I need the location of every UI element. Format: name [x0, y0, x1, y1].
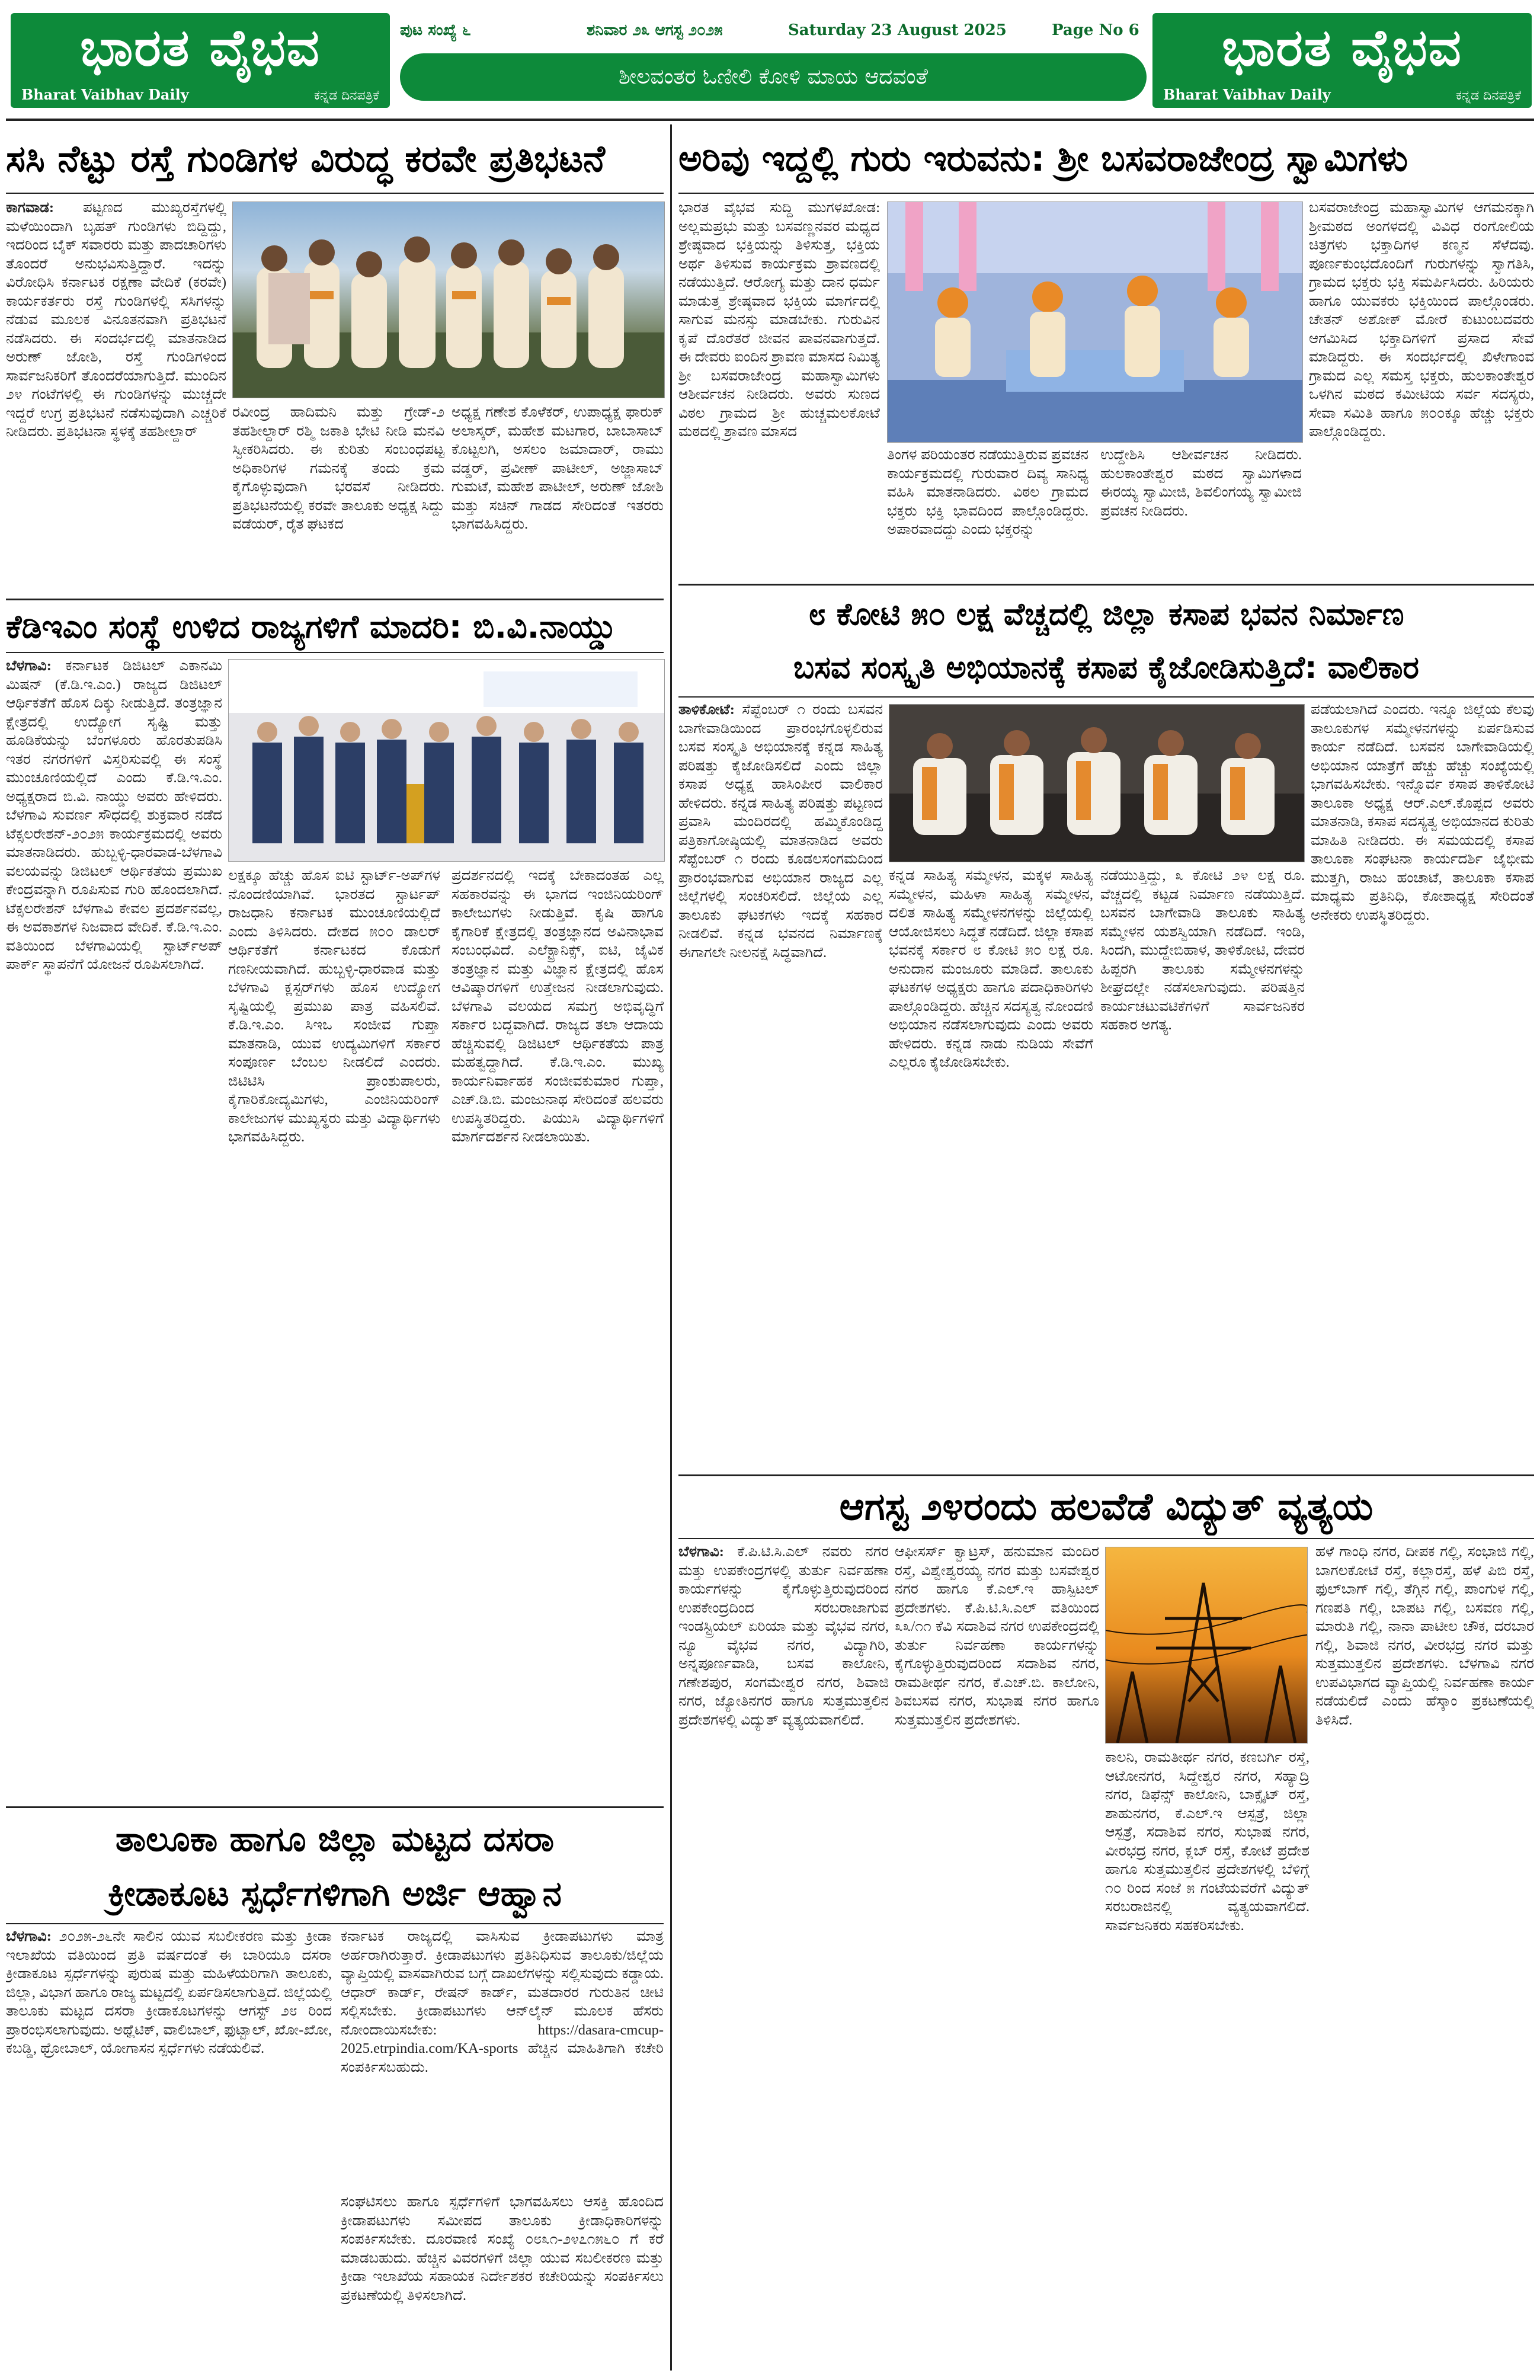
headline-divider [6, 1923, 664, 1924]
logo-english: Bharat Vaibhav Daily [21, 86, 189, 103]
article-body [341, 1927, 664, 2188]
article-body [452, 403, 664, 596]
logo-subtitle: ಕನ್ನಡ ದಿನಪತ್ರಿಕೆ [313, 88, 379, 103]
masthead-divider [6, 119, 1534, 121]
article-text: ಕಾಲನಿ, ರಾಮತೀರ್ಥ ನಗರ, ಕಣಬರ್ಗಿ ರಸ್ತೆ, ಆಟೋನಗರ, ಸಿದ್ದೇಶ್ವರ ನಗರ, ಸಹ್ಯಾದ್ರಿ ನಗರ, ಡಿಫೆನ್ಸ್ ಕಾಲೋನಿ, ಬಾಕ್ಸೈಟ್ ರಸ್ತೆ, ಶಾಹುನಗರ, ಕೆ.ಎಲ್.ಇ ಆಸ್ಪತ್ರೆ, ಜಿಲ್ಲಾ ಆಸ್ಪತ್ರೆ, ಸದಾಶಿವ ನಗರ, ಸುಭಾಷ ನಗರ, ವೀರಭದ್ರ ನಗರ, ಕ್ಲಬ್ ರಸ್ತೆ, ಕೋಟೆ ಪ್ರದೇಶ ಹಾಗೂ ಸುತ್ತಮುತ್ತಲಿನ ಪ್ರದೇಶಗಳಲ್ಲಿ ಬೆಳಿಗ್ಗೆ ೧೦ ರಿಂದ ಸಂಜೆ ೫ ಗಂಟೆಯವರೆಗೆ ವಿದ್ಯುತ್ ಸರಬರಾಜಿನಲ್ಲಿ ವ್ಯತ್ಯಯವಾಗಲಿದೆ. ಸಾರ್ವಜನಿಕರು ಸಹಕರಿಸಬೇಕು. [1105, 1749, 1310, 1934]
article-headline: ಆಗಸ್ಟ ೨೪ರಂದು ಹಲವೆಡೆ ವಿದ್ಯುತ್ ವ್ಯತ್ಯಯ [839, 1485, 1373, 1529]
issue-date-kannada: ಶನಿವಾರ ೨೩ ಆಗಸ್ಟ ೨೦೨೫ [587, 21, 723, 39]
headline-divider [678, 696, 1534, 698]
issue-info-row [391, 18, 1150, 47]
article-headline: ತಾಲೂಕಾ ಹಾಗೂ ಜಿಲ್ಲಾ ಮಟ್ಟದ ದಸರಾ [115, 1819, 555, 1859]
article-body [6, 1927, 332, 2372]
logo-english: Bharat Vaibhav Daily [1163, 86, 1331, 103]
article-body [678, 199, 880, 581]
article-text: ಬಸವರಾಜೇಂದ್ರ ಮಹಾಸ್ವಾಮಿಗಳ ಆಗಮನಕ್ಕಾಗಿ ಶ್ರೀಮಠದ ಅಂಗಳದಲ್ಲಿ ವಿವಿಧ ರಂಗೋಲಿಯ ಚಿತ್ರಗಳು ಭಕ್ತಾದಿಗಳ ಕಣ್ಮನ ಸೆಳೆದವು. ಪೂರ್ಣಕುಂಭದೊಂದಿಗೆ ಗುರುಗಳನ್ನು ಸ್ವಾಗತಿಸಿ, ಗ್ರಾಮದ ಭಕ್ತರು ಭಕ್ತಿ ಸಮರ್ಪಿಸಿದರು. ಹಿರಿಯರು ಹಾಗೂ ಯುವಕರು ಭಕ್ತಿಯಿಂದ ಪಾಲ್ಗೊಂಡರು. ಚೇತನ್ ಅಶೋಕ್ ಮೋರೆ ಕುಟುಂಬದವರು ಆಗಮಿಸಿದ ಭಕ್ತಾದಿಗಳಿಗೆ ಪ್ರಸಾದ ಸೇವೆ ಮಾಡಿದ್ದರು. ಈ ಸಂದರ್ಭದಲ್ಲಿ ಖಿಳೇಗಾಂವ ಗ್ರಾಮದ ಎಲ್ಲ ಸಮಸ್ತ ಭಕ್ತರು, ಹುಲಕಾಂತೇಶ್ವರ ಒಳಗಿನ ಮಠದ ಕಮೀಟಿಯ ಸರ್ವ ಸದಸ್ಯರು, ಸೇವಾ ಸಮಿತಿ ಹಾಗೂ ೫೦೦ಕ್ಕೂ ಹೆಚ್ಚು ಭಕ್ತರು ಪಾಲ್ಗೊಂಡಿದ್ದರು. [1309, 200, 1534, 440]
issue-number: ಪುಟ ಸಂಖ್ಯೆ ೬ [400, 21, 471, 39]
techceleration-event-photo [228, 659, 665, 862]
headline-divider [6, 193, 664, 194]
logo-subtitle: ಕನ್ನಡ ದಿನಪತ್ರಿಕೆ [1455, 88, 1521, 103]
article-divider [6, 599, 664, 600]
masthead [0, 0, 1540, 113]
article-text: ಪ್ರದರ್ಶನದಲ್ಲಿ ಇದಕ್ಕೆ ಬೇಕಾದಂತಹ ಎಲ್ಲ ಸಹಕಾರವನ್ನು ಈ ಭಾಗದ ಇಂಜಿನಿಯರಿಂಗ್ ಕಾಲೇಜುಗಳು ನೀಡುತ್ತಿವೆ. ಕೃಷಿ ಹಾಗೂ ಕೈಗಾರಿಕೆ ಕ್ಷೇತ್ರದಲ್ಲಿ ತಂತ್ರಜ್ಞಾನದ ಅವಿನಾಭಾವ ಸಂಬಂಧವಿದೆ. ಎಲೆಕ್ಟ್ರಾನಿಕ್ಸ್, ಐಟಿ, ಜೈವಿಕ ತಂತ್ರಜ್ಞಾನ ಮತ್ತು ವಿಜ್ಞಾನ ಕ್ಷೇತ್ರದಲ್ಲಿ ಹೊಸ ಆವಿಷ್ಕಾರಗಳಿಗೆ ಉತ್ತೇಜನ ನೀಡಲಾಗುವುದು. ಬೆಳಗಾವಿ ವಲಯದ ಸಮಗ್ರ ಅಭಿವೃದ್ಧಿಗೆ ಸರ್ಕಾರ ಬದ್ಧವಾಗಿದೆ. ರಾಜ್ಯದ ತಲಾ ಆದಾಯ ಹೆಚ್ಚಿಸುವಲ್ಲಿ ಡಿಜಿಟಲ್ ಆರ್ಥಿಕತೆಯ ಪಾತ್ರ ಮಹತ್ವದ್ದಾಗಿದೆ. ಕೆ.ಡಿ.ಇ.ಎಂ. ಮುಖ್ಯ ಕಾರ್ಯನಿರ್ವಾಹಕ ಸಂಜೀವಕುಮಾರ ಗುಪ್ತಾ, ಎಚ್.ಡಿ.ಬಿ. ಮಂಜುನಾಥ ಸೇರಿದಂತೆ ಹಲವರು ಉಪಸ್ಥಿತರಿದ್ದರು. ಪಿಯುಸಿ ವಿದ್ಯಾರ್ಥಿಗಳಿಗೆ ಮಾರ್ಗದರ್ಶನ ನೀಡಲಾಯಿತು. [452, 868, 664, 1145]
article-headline: ಸಸಿ ನೆಟ್ಟು ರಸ್ತೆ ಗುಂಡಿಗಳ ವಿರುದ್ಧ ಕರವೇ ಪ್ರತಿಭಟನೆ [6, 137, 605, 180]
article-body [889, 866, 1093, 1471]
page-number: Page No 6 [1052, 21, 1139, 39]
press-meet-photo-illustration [889, 705, 1304, 862]
article-divider [678, 1474, 1534, 1476]
article-text: ಕರ್ನಾಟಕ ರಾಜ್ಯದಲ್ಲಿ ವಾಸಿಸುವ ಕ್ರೀಡಾಪಟುಗಳು ಮಾತ್ರ ಅರ್ಹರಾಗಿರುತ್ತಾರೆ. ಕ್ರೀಡಾಪಟುಗಳು ಪ್ರತಿನಿಧಿಸುವ ತಾಲೂಕು/ಜಿಲ್ಲೆಯ ವ್ಯಾಪ್ತಿಯಲ್ಲಿ ವಾಸವಾಗಿರುವ ಬಗ್ಗೆ ದಾಖಲೆಗಳನ್ನು ಸಲ್ಲಿಸುವುದು ಕಡ್ಡಾಯ. ಆಧಾರ್ ಕಾರ್ಡ್, ರೇಷನ್ ಕಾರ್ಡ್, ಮತದಾರರ ಗುರುತಿನ ಚೀಟಿ ಸಲ್ಲಿಸಬೇಕು. ಕ್ರೀಡಾಪಟುಗಳು ಆನ್‌ಲೈನ್ ಮೂಲಕ ಹೆಸರು ನೋಂದಾಯಿಸಬೇಕು: https://dasara-cmcup-2025.etrpindia.com/KA-sports ಹೆಚ್ಚಿನ ಮಾಹಿತಿಗಾಗಿ ಕಚೇರಿ ಸಂಪರ್ಕಿಸಬಹುದು. [341, 1928, 664, 2075]
headline-divider [6, 652, 664, 653]
article-text: ಹಳೆ ಗಾಂಧಿ ನಗರ, ದೀಪಕ ಗಲ್ಲಿ, ಸಂಭಾಜಿ ಗಲ್ಲಿ, ಬಾಗಲಕೋಟೆ ರಸ್ತೆ, ಕಲ್ಲಾರಸ್ತೆ, ಹಳೆ ಪಿಬಿ ರಸ್ತೆ, ಫುಲ್‌ಬಾಗ್ ಗಲ್ಲಿ, ತೆಗ್ಗಿನ ಗಲ್ಲಿ, ಪಾಂಗುಳ ಗಲ್ಲಿ, ಗಣಪತಿ ಗಲ್ಲಿ, ಬಾಪಟ ಗಲ್ಲಿ, ಬಸವಣ ಗಲ್ಲಿ, ಮಾರುತಿ ಗಲ್ಲಿ, ನಾನಾ ಪಾಟೀಲ ಚೌಕ, ದರಬಾರ ಗಲ್ಲಿ, ಶಿವಾಜಿ ನಗರ, ವೀರಭದ್ರ ನಗರ ಮತ್ತು ಸುತ್ತಮುತ್ತಲಿನ ಪ್ರದೇಶಗಳು. ಬೆಳಗಾವಿ ನಗರ ಉಪವಿಭಾಗದ ವ್ಯಾಪ್ತಿಯಲ್ಲಿ ನಿರ್ವಹಣಾ ಕಾರ್ಯ ನಡೆಯಲಿದೆ ಎಂದು ಹೆಸ್ಕಾಂ ಪ್ರಕಟಣೆಯಲ್ಲಿ ತಿಳಿಸಿದೆ. [1315, 1544, 1534, 1728]
dateline: ತಾಳಿಕೋಟೆ: [678, 702, 735, 718]
article-text: ರವೀಂದ್ರ ಹಾದಿಮನಿ ಮತ್ತು ಗ್ರೇಡ್-೨ ತಹಶೀಲ್ದಾರ್ ರಶ್ಮಿ ಜಕಾತಿ ಭೇಟಿ ನೀಡಿ ಮನವಿ ಸ್ವೀಕರಿಸಿದರು. ಈ ಕುರಿತು ಸಂಬಂಧಪಟ್ಟ ಅಧಿಕಾರಿಗಳ ಗಮನಕ್ಕೆ ತಂದು ಕ್ರಮ ಕೈಗೊಳ್ಳುವುದಾಗಿ ಭರವಸೆ ನೀಡಿದರು. ಪ್ರತಿಭಟನೆಯಲ್ಲಿ ಕರವೇ ತಾಲೂಕು ಅಧ್ಯಕ್ಷ ಸಿದ್ದು ವಡೆಯರ್, ರೈತ ಘಟಕದ [232, 404, 444, 532]
article-text: ಲಕ್ಷಕ್ಕೂ ಹೆಚ್ಚು ಹೊಸ ಐಟಿ ಸ್ಟಾರ್ಟ್-ಅಪ್‌ಗಳ ನೊಂದಣಿಯಾಗಿವೆ. ಭಾರತದ ಸ್ಟಾರ್ಟಪ್ ರಾಜಧಾನಿ ಕರ್ನಾಟಕ ಮುಂಚೂಣಿಯಲ್ಲಿದೆ ಎಂದು ತಿಳಿಸಿದರು. ದೇಶದ ೫೦೦ ಡಾಲರ್ ಆರ್ಥಿಕತೆಗೆ ಕರ್ನಾಟಕದ ಕೊಡುಗೆ ಗಣನೀಯವಾಗಿದೆ. ಹುಬ್ಬಳ್ಳಿ-ಧಾರವಾಡ ಮತ್ತು ಬೆಳಗಾವಿ ಕ್ಲಸ್ಟರ್‌ಗಳು ಹೊಸ ಉದ್ಯೋಗ ಸೃಷ್ಟಿಯಲ್ಲಿ ಪ್ರಮುಖ ಪಾತ್ರ ವಹಿಸಲಿವೆ. ಕೆ.ಡಿ.ಇ.ಎಂ. ಸಿಇಒ ಸಂಜೀವ ಗುಪ್ತಾ ಮಾತನಾಡಿ, ಯುವ ಉದ್ಯಮಿಗಳಿಗೆ ಸರ್ಕಾರ ಸಂಪೂರ್ಣ ಬೆಂಬಲ ನೀಡಲಿದೆ ಎಂದರು. ಜಿಟಿಟಿಸಿ ಪ್ರಾಂಶುಪಾಲರು, ಕೈಗಾರಿಕೋದ್ಯಮಿಗಳು, ಎಂಜಿನಿಯರಿಂಗ್ ಕಾಲೇಜುಗಳ ಮುಖ್ಯಸ್ಥರು ಮತ್ತು ವಿದ್ಯಾರ್ಥಿಗಳು ಭಾಗವಹಿಸಿದ್ದರು. [228, 868, 440, 1145]
pravachana-photo-illustration [888, 202, 1302, 442]
power-tower-photo [1105, 1547, 1308, 1744]
article-text: ಕನ್ನಡ ಸಾಹಿತ್ಯ ಸಮ್ಮೇಳನ, ಮಕ್ಕಳ ಸಾಹಿತ್ಯ ಸಮ್ಮೇಳನ, ಮಹಿಳಾ ಸಾಹಿತ್ಯ ಸಮ್ಮೇಳನ, ದಲಿತ ಸಾಹಿತ್ಯ ಸಮ್ಮೇಳನಗಳನ್ನು ಜಿಲ್ಲೆಯಲ್ಲಿ ಆಯೋಜಿಸಲು ಸಿದ್ಧತೆ ನಡೆದಿದೆ. ಜಿಲ್ಲಾ ಕಸಾಪ ಭವನಕ್ಕೆ ಸರ್ಕಾರ ೮ ಕೋಟಿ ೫೦ ಲಕ್ಷ ರೂ. ಅನುದಾನ ಮಂಜೂರು ಮಾಡಿದೆ. ತಾಲೂಕು ಘಟಕಗಳ ಅಧ್ಯಕ್ಷರು ಹಾಗೂ ಪದಾಧಿಕಾರಿಗಳು ಪಾಲ್ಗೊಂಡಿದ್ದರು. ಹೆಚ್ಚಿನ ಸದಸ್ಯತ್ವ ನೋಂದಣಿ ಅಭಿಯಾನ ನಡೆಸಲಾಗುವುದು ಎಂದು ಅವರು ಹೇಳಿದರು. ಕನ್ನಡ ನಾಡು ನುಡಿಯ ಸೇವೆಗೆ ಎಲ್ಲರೂ ಕೈಜೋಡಿಸಬೇಕು. [889, 868, 1093, 1070]
article-text: ಅಧ್ಯಕ್ಷ ಗಣೇಶ ಕೊಳೆಕರ್, ಉಪಾಧ್ಯಕ್ಷ ಫಾರುಕ್ ಅಲಾಸ್ಕರ್, ಮಹೇಶ ಮಟಗಾರ, ಬಾಬಾಸಾಬ್ ಕೊಟ್ಟಲಗಿ, ಅಸಲಂ ಜಮಾದಾರ್, ರಾಮು ವಡ್ಡರ್, ಪ್ರವೀಣ್ ಪಾಟೀಲ್, ಅಜ್ಜಾಸಾಬ್ ಗುಮಟೆ, ಮಹೇಶ ಪಾಟೀಲ್, ಅರುಣ್ ಜೋಶಿ ಮತ್ತು ಸಚಿನ್ ಗಾಡದ ಸೇರಿದಂತೆ ಇತರರು ಭಾಗವಹಿಸಿದ್ದರು. [452, 404, 664, 532]
dateline: ಬೆಳಗಾವಿ: [6, 1928, 52, 1944]
article-text: ೨೦೨೫-೨೬ನೇ ಸಾಲಿನ ಯುವ ಸಬಲೀಕರಣ ಮತ್ತು ಕ್ರೀಡಾ ಇಲಾಖೆಯ ವತಿಯಿಂದ ಪ್ರತಿ ವರ್ಷದಂತೆ ಈ ಬಾರಿಯೂ ದಸರಾ ಕ್ರೀಡಾಕೂಟ ಸ್ಪರ್ಧೆಗಳನ್ನು ಪುರುಷ ಮತ್ತು ಮಹಿಳೆಯರಿಗಾಗಿ ತಾಲೂಕು, ಜಿಲ್ಲಾ, ವಿಭಾಗ ಹಾಗೂ ರಾಜ್ಯ ಮಟ್ಟದಲ್ಲಿ ಏರ್ಪಡಿಸಲಾಗುತ್ತಿದೆ. ಜಿಲ್ಲೆಯಲ್ಲಿ ತಾಲೂಕು ಮಟ್ಟದ ದಸರಾ ಕ್ರೀಡಾಕೂಟಗಳನ್ನು ಆಗಸ್ಟ್ ೨೮ ರಿಂದ ಪ್ರಾರಂಭಿಸಲಾಗುವುದು. ಅಥ್ಲೆಟಿಕ್, ವಾಲಿಬಾಲ್, ಫುಟ್ಬಾಲ್, ಖೋ-ಖೋ, ಕಬಡ್ಡಿ, ಥ್ರೋಬಾಲ್, ಯೋಗಾಸನ ಸ್ಪರ್ಧೆಗಳು ನಡೆಯಲಿವೆ. [6, 1928, 332, 2056]
article-body [452, 866, 664, 1803]
protest-photo [232, 201, 665, 398]
tagline-banner: ಶೀಲವಂತರ ಓಣೀಲಿ ಕೋಳಿ ಮಾಯ ಆದವಂತೆ [400, 53, 1147, 101]
article-text: ಕೆ.ಪಿ.ಟಿ.ಸಿ.ಎಲ್ ನವರು ನಗರ ಮತ್ತು ಉಪಕೇಂದ್ರಗಳಲ್ಲಿ ತುರ್ತು ನಿರ್ವಹಣಾ ಕಾರ್ಯಗಳನ್ನು ಕೈಗೊಳ್ಳುತ್ತಿರುವುದರಿಂದ ಉಪಕೇಂದ್ರದಿಂದ ಸರಬರಾಜಾಗುವ ಇಂಡಸ್ಟ್ರಿಯಲ್ ಏರಿಯಾ ಮತ್ತು ವೈಭವ ನಗರ, ನ್ಯೂ ವೈಭವ ನಗರ, ವಿದ್ಯಾಗಿರಿ, ಅನ್ನಪೂರ್ಣವಾಡಿ, ಬಸವ ಕಾಲೋನಿ, ಗಣೇಶಪುರ, ಸಂಗಮೇಶ್ವರ ನಗರ, ಶಿವಾಜಿ ನಗರ, ಜ್ಯೋತಿನಗರ ಹಾಗೂ ಸುತ್ತಮುತ್ತಲಿನ ಪ್ರದೇಶಗಳಲ್ಲಿ ವಿದ್ಯುತ್ ವ್ಯತ್ಯಯವಾಗಲಿದೆ. [678, 1544, 889, 1728]
headline-divider [678, 1538, 1534, 1539]
article-text: ಪಡೆಯಲಾಗಿದೆ ಎಂದರು. ಇನ್ನೂ ಜಿಲ್ಲೆಯ ಕೆಲವು ತಾಲೂಕುಗಳ ಸಮ್ಮೇಳನಗಳನ್ನು ಏರ್ಪಡಿಸುವ ಕಾರ್ಯ ನಡೆದಿದೆ. ಬಸವನ ಬಾಗೇವಾಡಿಯಲ್ಲಿ ಅಭಿಯಾನ ಯಾತ್ರೆಗೆ ಹೆಚ್ಚು ಹೆಚ್ಚು ಸಂಖ್ಯೆಯಲ್ಲಿ ಭಾಗವಹಿಸಬೇಕು. ಇನ್ನೊರ್ವ ಕಸಾಪ ತಾಳಿಕೋಟಿ ತಾಲೂಕಾ ಅಧ್ಯಕ್ಷ ಆರ್.ಎಲ್.ಕೊಪ್ಪದ ಅವರು ಮಾತನಾಡಿ, ಕಸಾಪ ಸದಸ್ಯತ್ವ ಅಭಿಯಾನದ ಕುರಿತು ಮಾಹಿತಿ ನೀಡಿದರು. ಈ ಸಮಯದಲ್ಲಿ ಕಸಾಪ ತಾಲೂಕಾ ಸಂಘಟನಾ ಕಾರ್ಯದರ್ಶಿ ಜೈಭೀಮ ಮುತ್ತಗಿ, ರಾಜು ಹಂಚಾಟೆ, ತಾಲೂಕಾ ಕಸಾಪ ಮಾಧ್ಯಮ ಪ್ರತಿನಿಧಿ, ಕೋಶಾಧ್ಯಕ್ಷ ಸೇರಿದಂತೆ ಅನೇಕರು ಉಪಸ್ಥಿತರಿದ್ದರು. [1311, 702, 1534, 923]
article-text: ಆಫೀಸರ್ಸ್ ಕ್ವಾಟ್ರಸ್, ಹನುಮಾನ ಮಂದಿರ ರಸ್ತೆ, ವಿಶ್ವೇಶ್ವರಯ್ಯ ನಗರ ಮತ್ತು ಬಸವೇಶ್ವರ ನಗರ ಹಾಗೂ ಕೆ.ಎಲ್.ಇ ಹಾಸ್ಪಿಟಲ್ ಪ್ರದೇಶಗಳು. ಕೆ.ಪಿ.ಟಿ.ಸಿ.ಎಲ್ ವತಿಯಿಂದ ೩೩/೧೧ ಕೆವಿ ಸದಾಶಿವ ನಗರ ಉಪಕೇಂದ್ರದಲ್ಲಿ ತುರ್ತು ನಿರ್ವಹಣಾ ಕಾರ್ಯಗಳನ್ನು ಕೈಗೊಳ್ಳುತ್ತಿರುವುದರಿಂದ ಸದಾಶಿವ ನಗರ, ರಾಮತೀರ್ಥ ನಗರ, ಕೆ.ಎಚ್.ಬಿ. ಕಾಲೋನಿ, ಶಿವಬಸವ ನಗರ, ಸುಭಾಷ ನಗರ ಹಾಗೂ ಸುತ್ತಮುತ್ತಲಿನ ಪ್ರದೇಶಗಳು. [895, 1544, 1099, 1728]
article-body [887, 446, 1088, 581]
issue-date-english: Saturday 23 August 2025 [788, 21, 1007, 39]
article-headline: ಅರಿವು ಇದ್ದಲ್ಲಿ ಗುರು ಇರುವನು: ಶ್ರೀ ಬಸವರಾಜೇಂದ್ರ ಸ್ವಾಮಿಗಳು [678, 138, 1408, 180]
article-text: ತಿಂಗಳ ಪರಿಯಂತರ ನಡೆಯುತ್ತಿರುವ ಪ್ರವಚನ ಕಾರ್ಯಕ್ರಮದಲ್ಲಿ ಗುರುವಾರ ದಿವ್ಯ ಸಾನಿಧ್ಯ ವಹಿಸಿ ಮಾತನಾಡಿದರು. ವಿಠಲ ಗ್ರಾಮದ ಭಕ್ತರು ಭಕ್ತಿ ಭಾವದಿಂದ ಪಾಲ್ಗೊಂಡಿದ್ದರು. ಅಪಾರವಾದದ್ದು ಎಂದು ಭಕ್ತರನ್ನು [887, 447, 1088, 538]
article-headline: ೮ ಕೋಟಿ ೫೦ ಲಕ್ಷ ವೆಚ್ಚದಲ್ಲಿ ಜಿಲ್ಲಾ ಕಸಾಪ ಭವನ ನಿರ್ಮಾಣ [808, 597, 1404, 632]
article-body [1100, 446, 1302, 581]
swamiji-pravachana-photo [887, 201, 1303, 443]
logo-title: ಭಾರತ ವೈಭವ [80, 18, 321, 78]
masthead-logo-right [1152, 13, 1532, 108]
power-tower-illustration [1106, 1547, 1307, 1743]
article-text: ಸಂಘಟಿಸಲು ಹಾಗೂ ಸ್ಪರ್ಧೆಗಳಿಗೆ ಭಾಗವಹಿಸಲು ಆಸಕ್ತಿ ಹೊಂದಿದ ಕ್ರೀಡಾಪಟುಗಳು ಸಮೀಪದ ತಾಲೂಕು ಕ್ರೀಡಾಧಿಕಾರಿಗಳನ್ನು ಸಂಪರ್ಕಿಸಬೇಕು. ದೂರವಾಣಿ ಸಂಖ್ಯೆ ೦೮೩೧-೨೪೭೧೫೬೦ ಗೆ ಕರೆ ಮಾಡಬಹುದು. ಹೆಚ್ಚಿನ ವಿವರಗಳಿಗೆ ಜಿಲ್ಲಾ ಯುವ ಸಬಲೀಕರಣ ಮತ್ತು ಕ್ರೀಡಾ ಇಲಾಖೆಯ ಸಹಾಯಕ ನಿರ್ದೇಶಕರ ಕಚೇರಿಯನ್ನು ಸಂಪರ್ಕಿಸಲು ಪ್ರಕಟಣೆಯಲ್ಲಿ ತಿಳಿಸಲಾಗಿದೆ. [341, 2194, 664, 2304]
article-text: ಉದ್ದೇಶಿಸಿ ಆಶೀರ್ವಚನ ನೀಡಿದರು. ಹುಲಕಾಂತೇಶ್ವರ ಮಠದ ಸ್ವಾಮಿಗಳಾದ ಈರಯ್ಯ ಸ್ವಾಮೀಜಿ, ಶಿವಲಿಂಗಯ್ಯ ಸ್ವಾಮೀಜಿ ಪ್ರವಚನ ನೀಡಿದರು. [1100, 447, 1302, 519]
dateline: ಕಾಗವಾಡ: [6, 200, 55, 216]
article-body [1309, 199, 1534, 581]
event-photo-illustration [229, 660, 664, 861]
protest-photo-illustration [233, 202, 664, 398]
article-divider [678, 584, 1534, 586]
article-text: ನಡೆಯುತ್ತಿದ್ದು, ೩ ಕೋಟಿ ೨೪ ಲಕ್ಷ ರೂ. ವೆಚ್ಚದಲ್ಲಿ ಕಟ್ಟಡ ನಿರ್ಮಾಣ ನಡೆಯುತ್ತಿದೆ. ಬಸವನ ಬಾಗೇವಾಡಿ ತಾಲೂಕು ಸಾಹಿತ್ಯ ಸಮ್ಮೇಳನ ಯಶಸ್ವಿಯಾಗಿ ನಡೆದಿದೆ. ಇಂಡಿ, ಸಿಂದಗಿ, ಮುದ್ದೇಬಿಹಾಳ, ತಾಳಿಕೋಟಿ, ದೇವರ ಹಿಪ್ಪರಗಿ ತಾಲೂಕು ಸಮ್ಮೇಳನಗಳನ್ನು ಶೀಘ್ರದಲ್ಲೇ ನಡೆಸಲಾಗುವುದು. ಪರಿಷತ್ತಿನ ಕಾರ್ಯಚಟುವಟಿಕೆಗಳಿಗೆ ಸಾರ್ವಜನಿಕರ ಸಹಕಾರ ಅಗತ್ಯ. [1100, 868, 1305, 1033]
article-body [1311, 700, 1534, 1471]
article-body [6, 199, 226, 596]
article-text: ಸೆಪ್ಟೆಂಬರ್ ೧ ರಂದು ಬಸವನ ಬಾಗೇವಾಡಿಯಿಂದ ಪ್ರಾರಂಭಗೊಳ್ಳಲಿರುವ ಬಸವ ಸಂಸ್ಕೃತಿ ಅಭಿಯಾನಕ್ಕೆ ಕನ್ನಡ ಸಾಹಿತ್ಯ ಪರಿಷತ್ತು ಕೈಜೋಡಿಸಲಿದೆ ಎಂದು ಜಿಲ್ಲಾ ಕಸಾಪ ಅಧ್ಯಕ್ಷ ಹಾಸಿಂಪೀರ ವಾಲಿಕಾರ ಹೇಳಿದರು. ಕನ್ನಡ ಸಾಹಿತ್ಯ ಪರಿಷತ್ತು ಪಟ್ಟಣದ ಪ್ರವಾಸಿ ಮಂದಿರದಲ್ಲಿ ಹಮ್ಮಿಕೊಂಡಿದ್ದ ಪತ್ರಿಕಾಗೋಷ್ಠಿಯಲ್ಲಿ ಮಾತನಾಡಿದ ಅವರು ಸೆಪ್ಟೆಂಬರ್ ೧ ರಂದು ಕೂಡಲಸಂಗಮದಿಂದ ಪ್ರಾರಂಭವಾಗುವ ಅಭಿಯಾನ ರಾಜ್ಯದ ಎಲ್ಲ ಜಿಲ್ಲೆಗಳಲ್ಲಿ ಸಂಚರಿಸಲಿದೆ. ಜಿಲ್ಲೆಯ ಎಲ್ಲ ತಾಲೂಕು ಘಟಕಗಳು ಇದಕ್ಕೆ ಸಹಕಾರ ನೀಡಲಿವೆ. ಕನ್ನಡ ಭವನದ ನಿರ್ಮಾಣಕ್ಕೆ ಈಗಾಗಲೇ ನೀಲನಕ್ಷೆ ಸಿದ್ಧವಾಗಿದೆ. [678, 702, 883, 961]
article-body [228, 866, 440, 1803]
article-body [6, 657, 222, 1803]
article-subheadline: ಬಸವ ಸಂಸ್ಕೃತಿ ಅಭಿಯಾನಕ್ಕೆ ಕಸಾಪ ಕೈಜೋಡಿಸುತ್ತಿದೆ: ವಾಲಿಕಾರ [793, 650, 1419, 686]
article-body [232, 403, 444, 596]
headline-divider [678, 193, 1534, 194]
article-body [341, 2193, 664, 2371]
article-text: ಕರ್ನಾಟಕ ಡಿಜಿಟಲ್ ಎಕಾನಮಿ ಮಿಷನ್ (ಕೆ.ಡಿ.ಇ.ಎಂ.) ರಾಜ್ಯದ ಡಿಜಿಟಲ್ ಆರ್ಥಿಕತೆಗೆ ಹೊಸ ದಿಕ್ಕು ನೀಡುತ್ತಿದೆ. ತಂತ್ರಜ್ಞಾನ ಕ್ಷೇತ್ರದಲ್ಲಿ ಉದ್ಯೋಗ ಸೃಷ್ಟಿ ಮತ್ತು ಹೂಡಿಕೆಯನ್ನು ಬೆಂಗಳೂರು ಹೊರತುಪಡಿಸಿ ಇತರ ನಗರಗಳಿಗೆ ವಿಸ್ತರಿಸುವಲ್ಲಿ ಈ ಸಂಸ್ಥೆ ಮುಂಚೂಣಿಯಲ್ಲಿದೆ ಎಂದು ಕೆ.ಡಿ.ಇ.ಎಂ. ಅಧ್ಯಕ್ಷರಾದ ಬಿ.ವಿ. ನಾಯ್ಡು ಅವರು ಹೇಳಿದರು. ಬೆಳಗಾವಿ ಸುವರ್ಣ ಸೌಧದಲ್ಲಿ ಶುಕ್ರವಾರ ನಡೆದ ಟೆಕ್ಸಲರೇಶನ್-೨೦೨೫ ಕಾರ್ಯಕ್ರಮದಲ್ಲಿ ಅವರು ಮಾತನಾಡಿದರು. ಹುಬ್ಬಳ್ಳಿ-ಧಾರವಾಡ-ಬೆಳಗಾವಿ ವಲಯವನ್ನು ಡಿಜಿಟಲ್ ಆರ್ಥಿಕತೆಯ ಪ್ರಮುಖ ಕೇಂದ್ರವನ್ನಾಗಿ ರೂಪಿಸುವ ಗುರಿ ಹೊಂದಲಾಗಿದೆ. ಟೆಕ್ಸಲರೇಶನ್ ಬೆಳಗಾವಿ ಕೇವಲ ಪ್ರದರ್ಶನವಲ್ಲ, ಈ ಅವಕಾಶಗಳ ನಿಜವಾದ ವೇದಿಕೆ. ಕೆ.ಡಿ.ಇ.ಎಂ. ವತಿಯಿಂದ ಬೆಳಗಾವಿಯಲ್ಲಿ ಸ್ಟಾರ್ಟ್‌ಅಪ್ ಪಾರ್ಕ್ ಸ್ಥಾಪನೆಗೆ ಯೋಜನೆ ರೂಪಿಸಲಾಗಿದೆ. [6, 658, 222, 973]
logo-title: ಭಾರತ ವೈಭವ [1222, 18, 1462, 78]
article-body [1100, 866, 1305, 1471]
article-body [895, 1543, 1099, 2372]
dateline: ಬೆಳಗಾವಿ: [678, 1544, 724, 1560]
article-body [1315, 1543, 1534, 2372]
masthead-logo-left [11, 13, 390, 108]
article-divider [6, 1806, 664, 1808]
dateline: ಬೆಳಗಾವಿ: [6, 658, 52, 674]
article-text: ಭಾರತ ವೈಭವ ಸುದ್ದಿ ಮುಗಳಖೋಡ: ಅಲ್ಲಮಪ್ರಭು ಮತ್ತು ಬಸವಣ್ಣನವರ ಮಧ್ಯದ ಶ್ರೇಷ್ಠವಾದ ಭಕ್ತಿಯನ್ನು ತಿಳಿಸುತ್ತ, ಭಕ್ತಿಯ ಅರ್ಥ ತಿಳಿಸುವ ಕಾರ್ಯಕ್ರಮ ಶ್ರಾವಣದಲ್ಲಿ ನಡೆಯುತ್ತಿದೆ. ಆರೋಗ್ಯ ಮತ್ತು ದಾನ ಧರ್ಮ ಮಾಡುತ್ತ ಶ್ರೇಷ್ಠವಾದ ಭಕ್ತಿಯ ಮಾರ್ಗದಲ್ಲಿ ಸಾಗುವ ಮನಸ್ಸು ಮಾಡಬೇಕು. ಗುರುವಿನ ಕೃಪೆ ದೊರೆತರೆ ಜೀವನ ಪಾವನವಾಗುತ್ತದೆ. ಈ ದೇವರು ಐಂದಿನ ಶ್ರಾವಣ ಮಾಸದ ನಿಮಿತ್ಯ ಶ್ರೀ ಬಸವರಾಜೇಂದ್ರ ಮಹಾಸ್ವಾಮಿಗಳು ಆಶೀರ್ವಚನ ನೀಡಿದರು. ಅವರು ಸುಣದ ವಿಠಲ ಗ್ರಾಮದ ಶ್ರೀ ಹುಚ್ಚಮಲಕೋಟೆ ಮಠದಲ್ಲಿ ಶ್ರಾವಣ ಮಾಸದ [678, 200, 880, 440]
kasapa-press-meet-photo [889, 704, 1305, 862]
article-body [678, 700, 883, 1471]
article-text: ಪಟ್ಟಣದ ಮುಖ್ಯರಸ್ತೆಗಳಲ್ಲಿ ಮಳೆಯಿಂದಾಗಿ ಬೃಹತ್ ಗುಂಡಿಗಳು ಬಿದ್ದಿದ್ದು, ಇದರಿಂದ ಬೈಕ್ ಸವಾರರು ಮತ್ತು ಪಾದಚಾರಿಗಳು ತೊಂದರೆ ಅನುಭವಿಸುತ್ತಿದ್ದಾರೆ. ಇದನ್ನು ವಿರೋಧಿಸಿ ಕರ್ನಾಟಕ ರಕ್ಷಣಾ ವೇದಿಕೆ (ಕರವೇ) ಕಾರ್ಯಕರ್ತರು ರಸ್ತೆ ಗುಂಡಿಗಳಲ್ಲಿ ಸಸಿಗಳನ್ನು ನೆಡುವ ಮೂಲಕ ವಿನೂತನವಾಗಿ ಪ್ರತಿಭಟನೆ ನಡೆಸಿದರು. ಈ ಸಂದರ್ಭದಲ್ಲಿ ಮಾತನಾಡಿದ ಅರುಣ್ ಜೋಶಿ, ರಸ್ತೆ ಗುಂಡಿಗಳಿಂದ ಸಾರ್ವಜನಿಕರಿಗೆ ತೊಂದರೆಯಾಗುತ್ತಿದೆ. ಮುಂದಿನ ೨೪ ಗಂಟೆಗಳಲ್ಲಿ ಈ ಗುಂಡಿಗಳನ್ನು ಮುಚ್ಚದೇ ಇದ್ದರೆ ಉಗ್ರ ಪ್ರತಿಭಟನೆ ನಡೆಸುವುದಾಗಿ ಎಚ್ಚರಿಕೆ ನೀಡಿದರು. ಪ್ರತಿಭಟನಾ ಸ್ಥಳಕ್ಕೆ ತಹಶೀಲ್ದಾರ್ [6, 200, 226, 440]
article-subheadline: ಕ್ರೀಡಾಕೂಟ ಸ್ಪರ್ಧೆಗಳಿಗಾಗಿ ಅರ್ಜಿ ಆಹ್ವಾನ [108, 1873, 562, 1914]
article-headline: ಕೆಡಿಇಎಂ ಸಂಸ್ಥೆ ಉಳಿದ ರಾಜ್ಯಗಳಿಗೆ ಮಾದರಿ: ಬಿ.ವಿ.ನಾಯ್ಡು [6, 608, 617, 645]
column-divider [670, 124, 672, 2371]
article-body [1105, 1748, 1310, 2372]
article-body [678, 1543, 889, 2372]
